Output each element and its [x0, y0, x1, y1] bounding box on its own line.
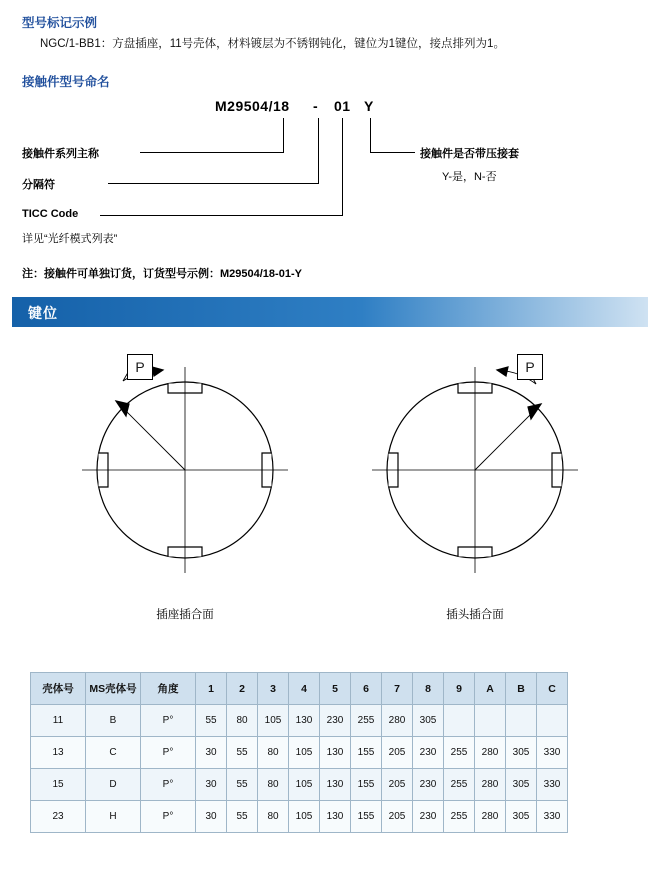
cell-value: 30 [196, 801, 227, 833]
cell-value: 255 [444, 769, 475, 801]
cell-value: 30 [196, 769, 227, 801]
keyway-diagram-svg [0, 340, 660, 610]
cell-value: 55 [227, 801, 258, 833]
cell-ms-shell-no: C [86, 737, 141, 769]
leader-line-series-horizontal [140, 152, 284, 153]
th-col-b: B [506, 673, 537, 705]
th-col-9: 9 [444, 673, 475, 705]
banner-title: 键位 [28, 305, 58, 321]
table-header-row [31, 673, 568, 705]
cell-value: 105 [258, 705, 289, 737]
key-letter-box-left: P [127, 354, 153, 380]
cell-ms-shell-no: B [86, 705, 141, 737]
cell-value: 330 [537, 737, 568, 769]
cell-angle: P° [141, 801, 196, 833]
cell-shell-no: 13 [31, 737, 86, 769]
keyway-drawings [0, 340, 660, 640]
leader-line-series-vertical [283, 118, 284, 153]
code-part-crimp: Y [364, 98, 374, 114]
cell-value: 205 [382, 769, 413, 801]
cell-angle: P° [141, 737, 196, 769]
cell-value: 280 [382, 705, 413, 737]
th-ms-shell-no: MS壳体号 [86, 673, 141, 705]
cell-value: 205 [382, 737, 413, 769]
cell-value: 105 [289, 801, 320, 833]
cell-value: 105 [289, 737, 320, 769]
cell-value [506, 705, 537, 737]
cell-value: 305 [506, 769, 537, 801]
th-col-c: C [537, 673, 568, 705]
cell-value [537, 705, 568, 737]
cell-value: 255 [444, 737, 475, 769]
cell-value: 80 [258, 801, 289, 833]
cell-value: 305 [506, 737, 537, 769]
cell-value: 105 [289, 769, 320, 801]
leader-line-separator-horizontal [108, 183, 319, 184]
cell-value: 30 [196, 737, 227, 769]
leader-line-ticc-horizontal [100, 215, 343, 216]
cell-value: 305 [413, 705, 444, 737]
marking-example-text: NGC/1-BB1：方盘插座，11号壳体，材料镀层为不锈钢钝化，键位为1键位，接点排列为1。 [40, 38, 505, 50]
th-col-a: A [475, 673, 506, 705]
cell-value: 55 [227, 737, 258, 769]
cell-value: 130 [320, 737, 351, 769]
callout-separator: 分隔符 [22, 179, 55, 191]
cell-angle: P° [141, 705, 196, 737]
table-row [31, 737, 568, 769]
key-letter-box-right: P [517, 354, 543, 380]
callout-crimp: 接触件是否带压接套 [420, 148, 519, 160]
cell-value: 280 [475, 769, 506, 801]
cell-value: 205 [382, 801, 413, 833]
caption-receptacle: 插座插合面 [156, 609, 214, 621]
section-banner-keyway [12, 297, 648, 327]
receptacle-drawing [82, 367, 288, 573]
code-part-series: M29504/18 [215, 98, 290, 114]
cell-value: 255 [444, 801, 475, 833]
cell-value: 55 [227, 769, 258, 801]
plug-drawing [372, 367, 578, 573]
order-note: 注：接触件可单独订货，订货型号示例：M29504/18-01-Y [22, 268, 302, 280]
cell-value [475, 705, 506, 737]
cell-value: 155 [351, 737, 382, 769]
leader-line-crimp-vertical [370, 118, 371, 153]
callout-ticc-note: 详见“光纤模式列表” [22, 233, 118, 245]
code-part-dash: - [313, 98, 319, 114]
cell-angle: P° [141, 769, 196, 801]
cell-value: 305 [506, 801, 537, 833]
th-col-5: 5 [320, 673, 351, 705]
cell-shell-no: 15 [31, 769, 86, 801]
th-col-4: 4 [289, 673, 320, 705]
cell-value: 130 [320, 801, 351, 833]
callout-crimp-note: Y-是，N-否 [442, 171, 497, 183]
cell-value: 55 [196, 705, 227, 737]
cell-value: 230 [413, 737, 444, 769]
cell-value: 155 [351, 801, 382, 833]
code-part-ticc: 01 [334, 98, 351, 114]
th-col-2: 2 [227, 673, 258, 705]
cell-shell-no: 23 [31, 801, 86, 833]
cell-value: 230 [413, 769, 444, 801]
cell-value: 280 [475, 801, 506, 833]
leader-line-crimp-horizontal [370, 152, 415, 153]
th-angle: 角度 [141, 673, 196, 705]
cell-value: 330 [537, 801, 568, 833]
leader-line-ticc-vertical [342, 118, 343, 216]
keyway-angle-table [30, 672, 568, 833]
th-col-8: 8 [413, 673, 444, 705]
callout-ticc-code: TICC Code [22, 208, 79, 220]
cell-value: 130 [289, 705, 320, 737]
cell-value: 230 [413, 801, 444, 833]
th-col-7: 7 [382, 673, 413, 705]
th-col-3: 3 [258, 673, 289, 705]
cell-value: 80 [258, 737, 289, 769]
table-row [31, 769, 568, 801]
th-col-1: 1 [196, 673, 227, 705]
section-title-naming: 接触件型号命名 [22, 75, 110, 89]
callout-series-name: 接触件系列主称 [22, 148, 99, 160]
cell-value: 255 [351, 705, 382, 737]
cell-value: 280 [475, 737, 506, 769]
cell-value: 230 [320, 705, 351, 737]
th-shell-no: 壳体号 [31, 673, 86, 705]
cell-value [444, 705, 475, 737]
table-row [31, 705, 568, 737]
table-row [31, 801, 568, 833]
cell-shell-no: 11 [31, 705, 86, 737]
th-col-6: 6 [351, 673, 382, 705]
leader-line-separator-vertical [318, 118, 319, 184]
cell-value: 80 [227, 705, 258, 737]
cell-value: 155 [351, 769, 382, 801]
section-title-marking-example: 型号标记示例 [22, 16, 98, 30]
cell-value: 130 [320, 769, 351, 801]
cell-value: 330 [537, 769, 568, 801]
cell-value: 80 [258, 769, 289, 801]
cell-ms-shell-no: H [86, 801, 141, 833]
cell-ms-shell-no: D [86, 769, 141, 801]
caption-plug: 插头插合面 [446, 609, 504, 621]
